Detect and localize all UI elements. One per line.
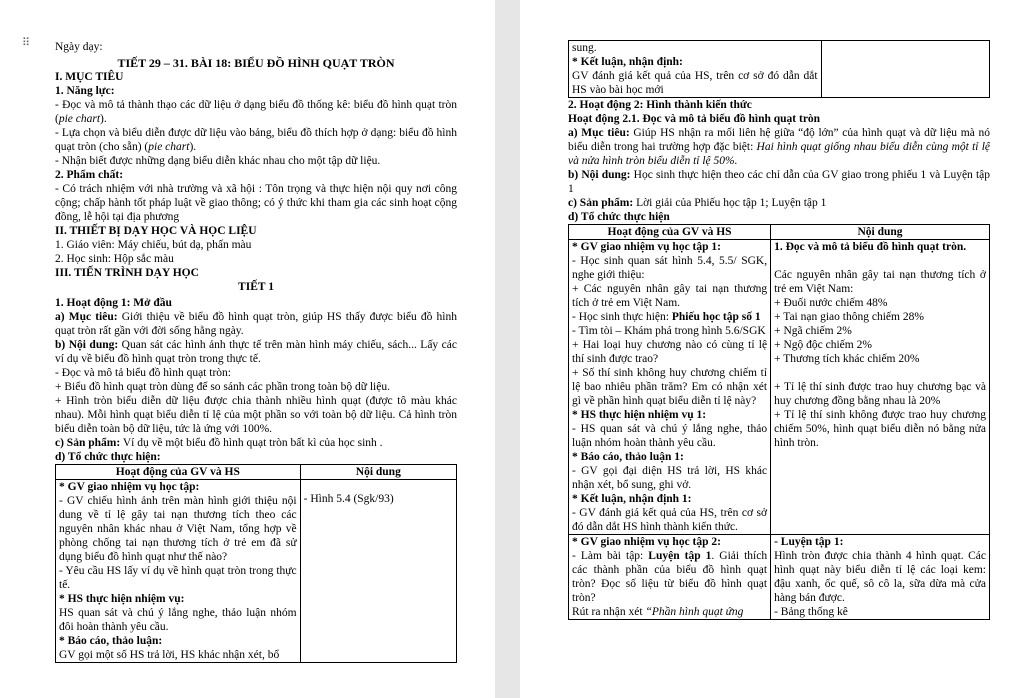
cell-line: - Học sinh quan sát hình 5.4, 5.5/ SGK, nghe giới thiệu:: [572, 255, 768, 281]
cell-line: + Tai nạn giao thông chiếm 28%: [774, 311, 924, 323]
cell-line: + Hai loại huy chương nào có cùng tỉ lệ thí sinh được trao?: [572, 339, 768, 365]
cell-line: * HS thực hiện nhiệm vụ 1:: [572, 409, 707, 421]
cell-line: - Bảng thống kê: [774, 606, 848, 618]
cell-line: Hình tròn được chia thành 4 hình quạt. Các hình quạt này biểu diễn tỉ lệ các loại kem: đậu xanh, ốc quế, sô cô la, sữa dừa mà cửa hàng bán được.: [774, 550, 986, 604]
cell-line: - Yêu cầu HS lấy ví dụ về hình quạt tròn trong thực tế.: [59, 565, 297, 591]
table-cell: [569, 41, 822, 98]
subheading: d) Tổ chức thực hiện: [568, 211, 670, 223]
right-page-content: [568, 40, 990, 620]
section-heading: III. TIẾN TRÌNH DẠY HỌC: [55, 267, 199, 279]
paragraph: 1. Giáo viên: Máy chiếu, bút dạ, phấn màu: [55, 239, 252, 251]
cell-line: - Học sinh thực hiện: Phiếu học tập số 1: [572, 311, 761, 323]
cell-line: + Tỉ lệ thí sinh được trao huy chương bạc và huy chương đồng bằng nhau là 20%: [774, 381, 986, 407]
table-cell: [300, 480, 456, 663]
document-page-right: [520, 0, 1017, 698]
paragraph: b) Nội dung: Quan sát các hình ảnh thực tế trên màn hình máy chiếu, sách... Lấy các ví dụ về biểu đồ hình quạt tròn trong thực tế.: [55, 339, 457, 365]
cell-line: - GV gọi đại diện HS trả lời, HS khác nhận xét, bổ sung, ghi vở.: [572, 465, 768, 491]
cell-line: + Các nguyên nhân gây tai nạn thương tích ở trẻ em Việt Nam.: [572, 283, 768, 309]
cell-line: + Thương tích khác chiếm 20%: [774, 353, 920, 365]
paragraph: - Lựa chọn và biểu diễn được dữ liệu vào bảng, biểu đồ thích hợp ở dạng: biểu đồ hình quạt tròn (cho sẵn) (pie chart).: [55, 127, 457, 153]
paragraph: - Nhận biết được những dạng biểu diễn khác nhau cho một tập dữ liệu.: [55, 155, 381, 167]
table-header: Hoạt động của GV và HS: [569, 225, 771, 240]
subheading: 2. Phẩm chất:: [55, 169, 124, 181]
page-gap: [495, 0, 520, 698]
cell-line: - Hình 5.4 (Sgk/93): [303, 493, 394, 505]
lesson-title: TIẾT 29 – 31. BÀI 18: BIỂU ĐỒ HÌNH QUẠT TRÒN: [117, 56, 395, 70]
cell-line: - GV chiếu hình ảnh trên màn hình giới thiệu nội dung về tỉ lệ gây tai nạn thương tích theo các nguyên nhân khác nhau ở Việt Nam, tổng hợp về phòng chống tai nạn thương tích ở trẻ em đã sử dụng biểu đồ hình quạt như thế nào?: [59, 495, 297, 563]
paragraph: c) Sản phẩm: Ví dụ về một biểu đồ hình quạt tròn bất kì của học sinh .: [55, 437, 383, 449]
cell-line: * Kết luận, nhận định 1:: [572, 493, 692, 505]
cell-line: - Làm bài tập: Luyện tập 1. Giải thích các thành phần của biểu đồ hình quạt tròn? Đọc số liệu từ biểu đồ hình quạt tròn?: [572, 550, 768, 604]
cell-line: * Kết luận, nhận định:: [572, 56, 683, 68]
paragraph: 2. Học sinh: Hộp sắc màu: [55, 253, 174, 265]
continued-table: [568, 40, 990, 98]
table-cell: [771, 535, 990, 620]
table-cell: [821, 41, 989, 98]
left-page-content: [55, 40, 457, 663]
cell-line: * GV giao nhiệm vụ học tập 1:: [572, 241, 721, 253]
activity-heading: 2. Hoạt động 2: Hình thành kiến thức: [568, 99, 752, 111]
cell-line: 1. Đọc và mô tả biểu đồ hình quạt tròn.: [774, 241, 967, 253]
table-header: Nội dung: [300, 465, 456, 480]
paragraph: b) Nội dung: Học sinh thực hiện theo các chỉ dẫn của GV giao trong phiếu 1 và Luyện tập 1: [568, 169, 990, 195]
cell-line: + Số thí sinh không huy chương chiếm tỉ lệ bao nhiêu phần trăm? Em có nhận xét gì về phần hình quạt biểu diễn tỉ lệ này?: [572, 367, 768, 407]
section-heading: I. MỤC TIÊU: [55, 71, 124, 83]
cell-line: - HS quan sát và chú ý lắng nghe, thảo luận nhóm hoàn thành yêu cầu.: [572, 423, 768, 449]
cell-line: * HS thực hiện nhiệm vụ:: [59, 593, 185, 605]
table-header: Hoạt động của GV và HS: [56, 465, 301, 480]
paragraph: + Hình tròn biểu diễn dữ liệu được chia thành nhiều hình quạt (được tô màu khác nhau). Mỗi hình quạt biểu diễn tỉ lệ của một phần so với toàn bộ dữ liệu. Cả hình tròn biểu diễn toàn bộ dữ liệu, tức là ứng với 100%.: [55, 395, 457, 435]
paragraph: + Biểu đồ hình quạt tròn dùng để so sánh các phần trong toàn bộ dữ liệu.: [55, 381, 390, 393]
cell-line: GV gọi một số HS trả lời, HS khác nhận xét, bổ: [59, 649, 280, 661]
activity-heading: 1. Hoạt động 1: Mở đầu: [55, 297, 172, 309]
cell-line: Các nguyên nhân gây tai nạn thương tích ở trẻ em Việt Nam:: [774, 269, 986, 295]
table-header: Nội dung: [771, 225, 990, 240]
period-heading: TIẾT 1: [238, 281, 274, 293]
paragraph: c) Sản phẩm: Lời giải của Phiếu học tập 1; Luyện tập 1: [568, 197, 827, 209]
paragraph: a) Mục tiêu: Giúp HS nhận ra mối liên hệ giữa “độ lớn” của hình quạt và dữ liệu mà nó biểu diễn trong hai trường hợp đặc biệt: Hai hình quạt giống nhau biểu diễn cùng một tỉ lệ và nửa hình tròn biểu diễn tỉ lệ 50%.: [568, 127, 990, 167]
activity-table: [568, 224, 990, 620]
drag-handle-icon[interactable]: ⠿: [22, 36, 32, 49]
table-cell: [56, 480, 301, 663]
table-cell: [569, 535, 771, 620]
cell-line: * GV giao nhiệm vụ học tập:: [59, 481, 200, 493]
paragraph: - Đọc và mô tả thành thạo các dữ liệu ở dạng biểu đồ thống kê: biểu đồ hình quạt tròn (pie chart).: [55, 99, 457, 125]
cell-line: - Luyện tập 1:: [774, 536, 844, 548]
paragraph: - Có trách nhiệm với nhà trường và xã hội : Tôn trọng và thực hiện nội quy nơi công cộng; chấp hành tốt pháp luật về giao thông; có ý thức khi tham gia các sinh hoạt cộng đồng, lễ hội tại địa phương: [55, 183, 457, 223]
date-line: Ngày dạy:: [55, 41, 103, 53]
cell-line: * Báo cáo, thảo luận 1:: [572, 451, 684, 463]
cell-line: * GV giao nhiệm vụ học tập 2:: [572, 536, 721, 548]
cell-line: + Tỉ lệ thí sinh không được trao huy chương chiếm 50%, hình quạt biểu diễn nó bằng nửa hình tròn.: [774, 409, 986, 449]
subheading: d) Tổ chức thực hiện:: [55, 451, 161, 463]
subheading: 1. Năng lực:: [55, 85, 115, 97]
cell-line: + Đuối nước chiếm 48%: [774, 297, 888, 309]
activity-table: [55, 464, 457, 663]
cell-line: Rút ra nhận xét “Phần hình quạt ứng: [572, 606, 744, 618]
cell-line: GV đánh giá kết quả của HS, trên cơ sở đó dẫn dắt HS vào bài học mới: [572, 70, 818, 96]
cell-line: + Ngã chiếm 2%: [774, 325, 852, 337]
paragraph: a) Mục tiêu: Giới thiệu về biểu đồ hình quạt tròn, giúp HS thấy được biểu đồ hình quạt tròn rất gần với đời sống hằng ngày.: [55, 311, 457, 337]
table-cell: [569, 240, 771, 535]
cell-line: - GV đánh giá kết quả của HS, trên cơ sở đó dẫn dắt HS hình thành kiến thức.: [572, 507, 768, 533]
cell-line: * Báo cáo, thảo luận:: [59, 635, 163, 647]
table-cell: [771, 240, 990, 535]
paragraph: - Đọc và mô tả biểu đồ hình quạt tròn:: [55, 367, 231, 379]
cell-line: sung.: [572, 42, 597, 54]
section-heading: II. THIẾT BỊ DẠY HỌC VÀ HỌC LIỆU: [55, 225, 257, 237]
cell-line: HS quan sát và chú ý lắng nghe, thảo luận nhóm đôi hoàn thành yêu cầu.: [59, 607, 297, 633]
document-page-left: [0, 0, 495, 698]
cell-line: - Tìm tòi – Khám phá trong hình 5.6/SGK: [572, 325, 766, 337]
cell-line: + Ngộ độc chiếm 2%: [774, 339, 872, 351]
activity-heading: Hoạt động 2.1. Đọc và mô tả biểu đồ hình quạt tròn: [568, 113, 821, 125]
